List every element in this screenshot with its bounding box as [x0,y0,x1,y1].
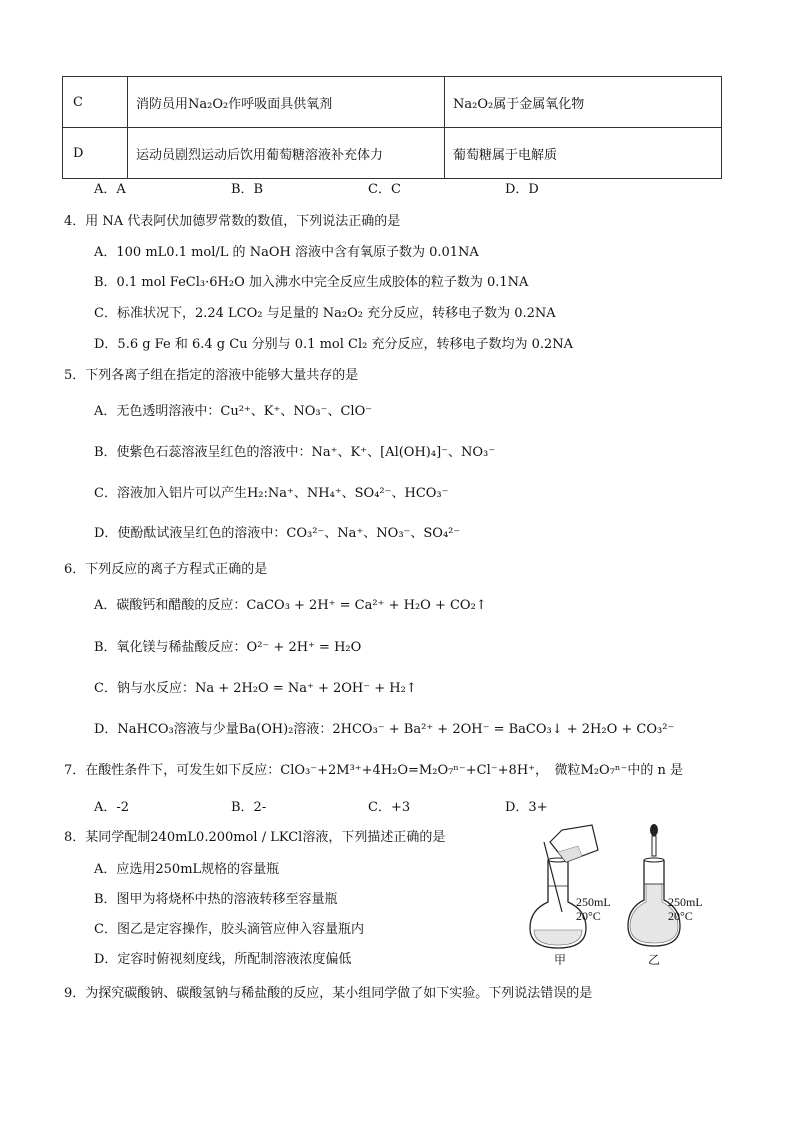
q5-stem: 5．下列各离子组在指定的溶液中能够大量共存的是 [64,368,359,383]
choice-b[interactable]: B．2- [231,800,267,815]
choice-a[interactable]: A．-2 [94,800,130,815]
q8-option-c[interactable]: C．图乙是定容操作，胶头滴管应伸入容量瓶内 [94,922,364,937]
volumetric-flask-figure [520,820,720,970]
options-table [62,76,722,179]
q3-choices [94,178,642,197]
flask-a-label: 甲 [554,953,567,967]
table-row [63,77,722,128]
q5-option-c[interactable]: C．溶液加入铝片可以产生H₂:Na⁺、NH₄⁺、SO₄²⁻、HCO₃⁻ [94,486,449,501]
q7-stem: 7．在酸性条件下，可发生如下反应：ClO₃⁻+2M³⁺+4H₂O=M₂O₇ⁿ⁻+Cl⁻+8H⁺， 微粒M₂O₇ⁿ⁻中的 n 是 [64,763,684,778]
choice-d[interactable]: D．D [505,182,539,197]
choice-b[interactable]: B．B [231,182,264,197]
choice-c[interactable]: C．C [368,182,401,197]
choice-d[interactable]: D．3+ [505,800,548,815]
q4-stem: 4．用 NA 代表阿伏加德罗常数的数值，下列说法正确的是 [64,214,401,229]
q5-option-d[interactable]: D．使酚酞试液呈红色的溶液中：CO₃²⁻、Na⁺、NO₃⁻、SO₄²⁻ [94,526,461,541]
q7-choices [94,796,642,815]
flask-b-label: 乙 [648,953,661,967]
row-content: 消防员用Na₂O₂作呼吸面具供氧剂 [128,77,445,128]
q4-option-d[interactable]: D．5.6 g Fe 和 6.4 g Cu 分别与 0.1 mol Cl₂ 充分反应，转移电子数均为 0.2NA [94,337,574,352]
flask-a-volume: 250mL [576,895,611,909]
flask-a-temp: 20°C [576,909,601,923]
q6-stem: 6．下列反应的离子方程式正确的是 [64,562,268,577]
choice-a[interactable]: A．A [94,182,126,197]
row-reason: Na₂O₂属于金属氧化物 [445,77,722,128]
q8-stem: 8．某同学配制240mL0.200mol / LKCl溶液，下列描述正确的是 [64,830,446,845]
q8-option-b[interactable]: B．图甲为将烧杯中热的溶液转移至容量瓶 [94,892,338,907]
row-reason: 葡萄糖属于电解质 [445,128,722,179]
q6-option-a[interactable]: A．碳酸钙和醋酸的反应：CaCO₃ + 2H⁺ = Ca²⁺ + H₂O + CO₂↑ [94,598,487,613]
row-label: D [63,128,128,179]
table-row [63,128,722,179]
q9-stem: 9．为探究碳酸钠、碳酸氢钠与稀盐酸的反应，某小组同学做了如下实验。下列说法错误的是 [64,986,593,1001]
flask-b-temp: 20°C [668,909,693,923]
q4-option-b[interactable]: B．0.1 mol FeCl₃·6H₂O 加入沸水中完全反应生成胶体的粒子数为 0.1NA [94,275,529,290]
q6-option-b[interactable]: B．氧化镁与稀盐酸反应：O²⁻ + 2H⁺ = H₂O [94,640,362,655]
q8-option-a[interactable]: A．应选用250mL规格的容量瓶 [94,862,280,877]
row-label: C [63,77,128,128]
q5-option-a[interactable]: A．无色透明溶液中：Cu²⁺、K⁺、NO₃⁻、ClO⁻ [94,404,373,419]
q8-option-d[interactable]: D．定容时俯视刻度线，所配制溶液浓度偏低 [94,952,352,967]
row-content: 运动员剧烈运动后饮用葡萄糖溶液补充体力 [128,128,445,179]
q5-option-b[interactable]: B．使紫色石蕊溶液呈红色的溶液中：Na⁺、K⁺、[Al(OH)₄]⁻、NO₃⁻ [94,445,496,460]
q6-option-c[interactable]: C．钠与水反应：Na + 2H₂O = Na⁺ + 2OH⁻ + H₂↑ [94,681,417,696]
q4-option-c[interactable]: C．标准状况下，2.24 LCO₂ 与足量的 Na₂O₂ 充分反应，转移电子数为 0.2NA [94,306,556,321]
choice-c[interactable]: C．+3 [368,800,411,815]
q6-option-d[interactable]: D．NaHCO₃溶液与少量Ba(OH)₂溶液：2HCO₃⁻ + Ba²⁺ + 2OH⁻ = BaCO₃↓ + 2H₂O + CO₃²⁻ [94,722,675,737]
dropper [650,824,658,856]
beaker-pouring [550,825,598,862]
flask-b-volume: 250mL [668,895,703,909]
q4-option-a[interactable]: A．100 mL0.1 mol/L 的 NaOH 溶液中含有氧原子数为 0.01NA [94,245,479,260]
